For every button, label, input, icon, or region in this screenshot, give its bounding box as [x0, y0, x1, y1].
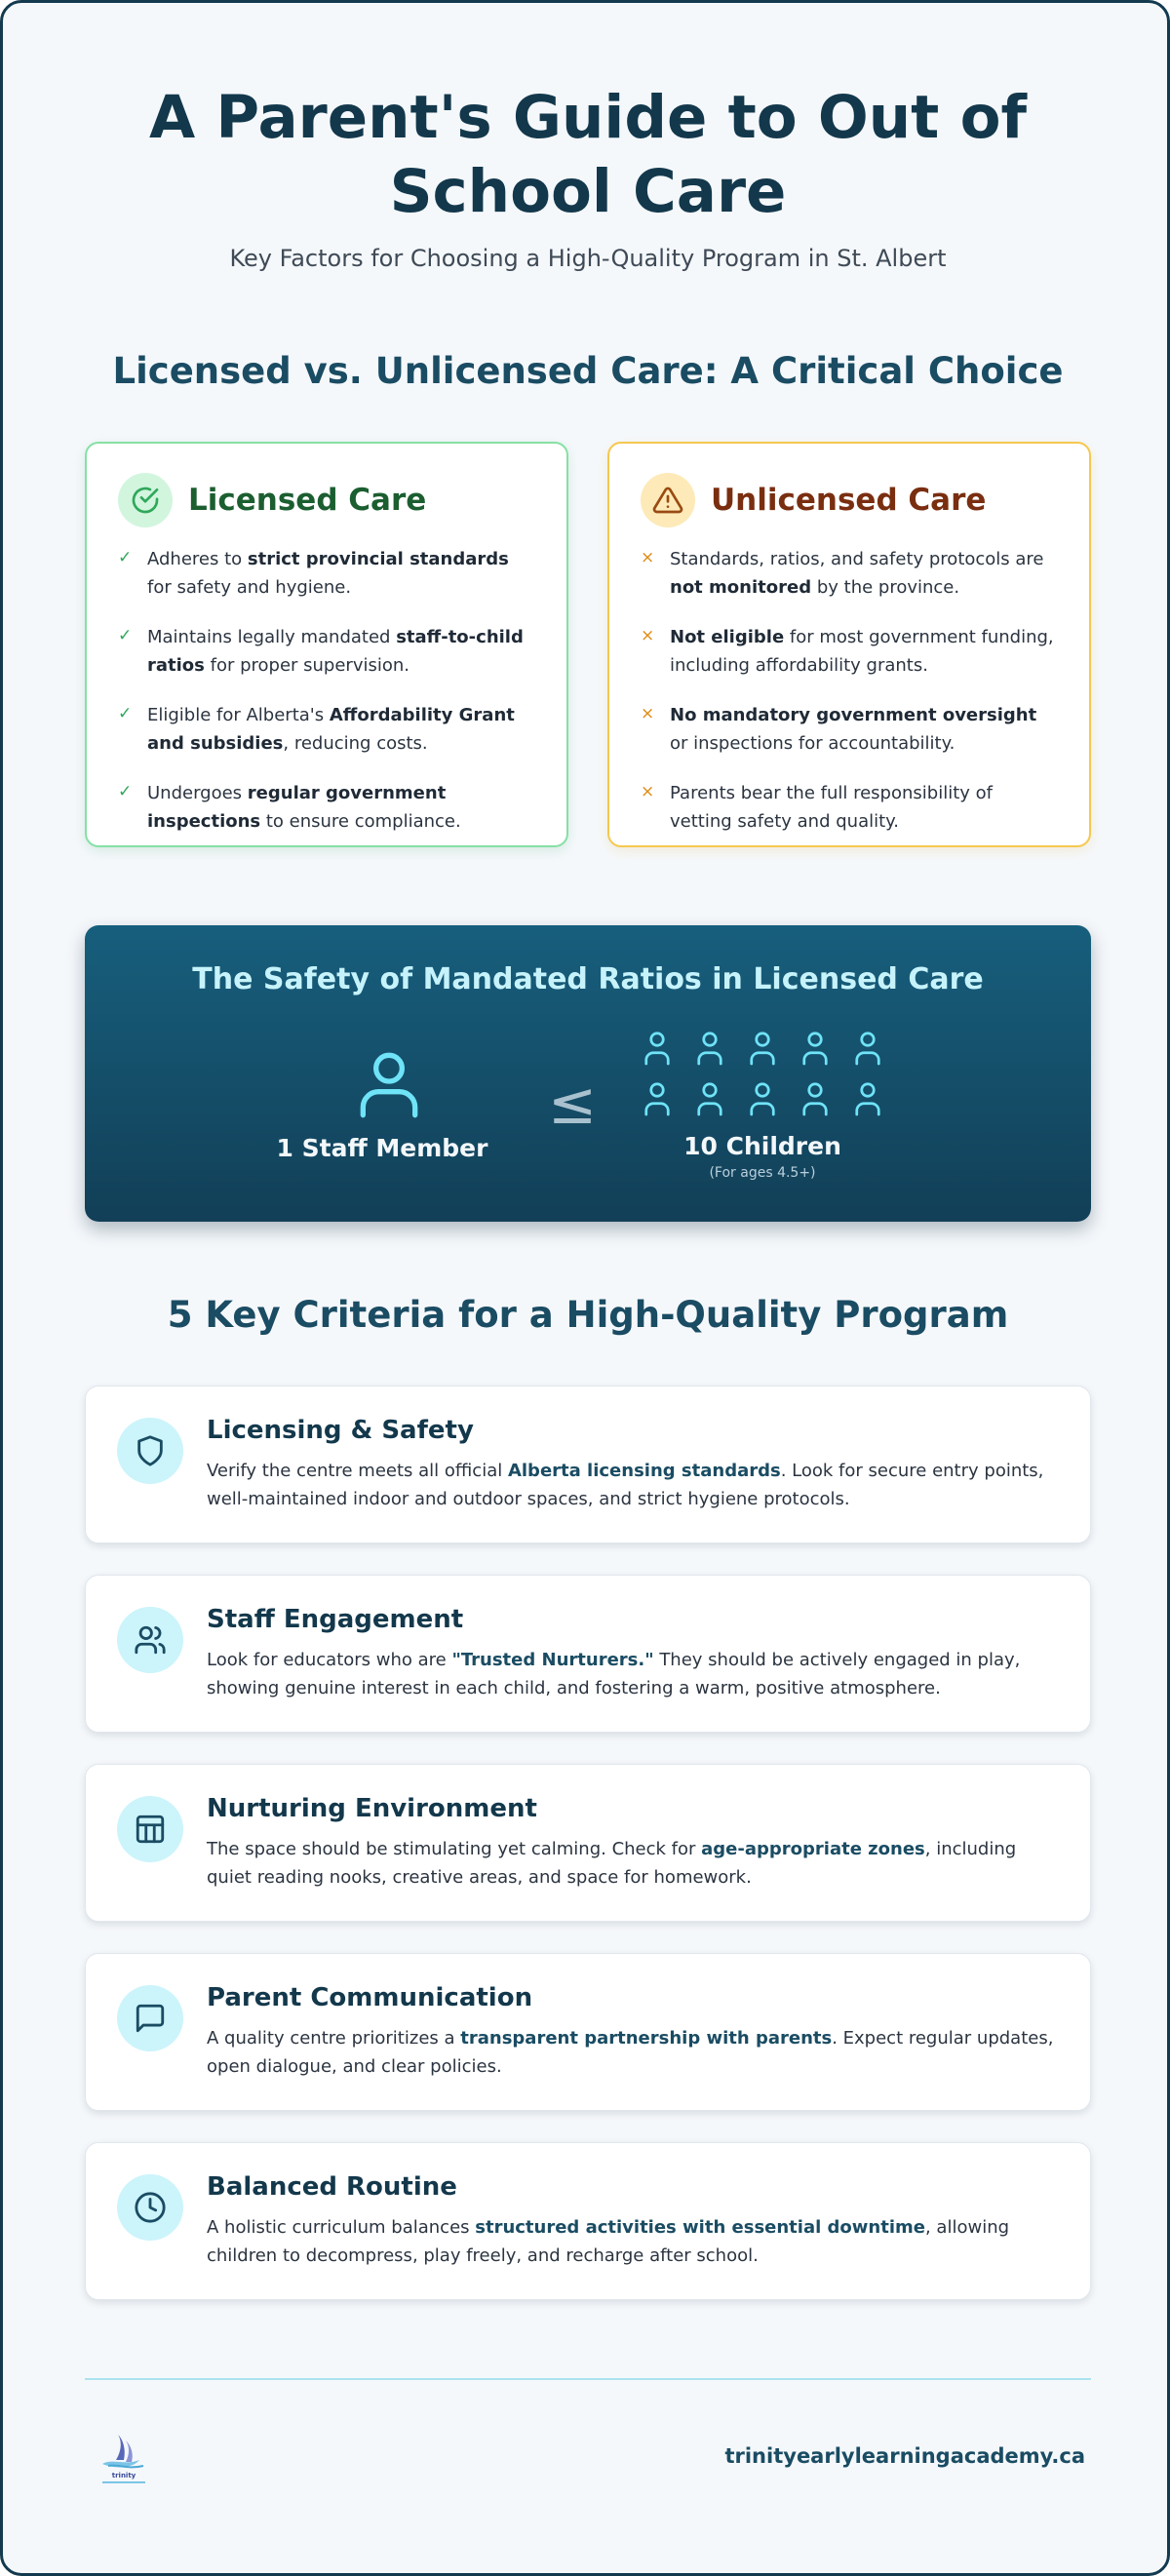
text-segment: Verify the centre meets all official — [207, 1461, 508, 1481]
criterion-card — [85, 1386, 1091, 1543]
text-segment: Eligible for Alberta's — [147, 705, 330, 725]
list-item-text — [670, 545, 1058, 602]
emphasis-text: No mandatory government oversight — [670, 705, 1037, 725]
text-segment: Look for educators who are — [207, 1650, 452, 1670]
emphasis-text: strict provincial standards — [247, 549, 509, 569]
check-icon: ✓ — [118, 548, 133, 567]
footer-divider — [85, 2378, 1091, 2380]
unlicensed-care-title: Unlicensed Care — [711, 483, 987, 518]
text-segment: , including quiet reading nooks, creative areas, and space for homework. — [207, 1839, 1017, 1888]
criterion-title: Staff Engagement — [207, 1605, 464, 1634]
licensed-care-list — [118, 545, 535, 836]
criterion-description — [207, 1646, 1065, 1702]
shield-icon — [117, 1418, 183, 1484]
comparison-section-title: Licensed vs. Unlicensed Care: A Critical Choice — [112, 350, 1064, 392]
list-item-text — [147, 779, 535, 836]
clock-icon — [117, 2174, 183, 2241]
chat-bubble-icon — [117, 1985, 183, 2051]
criterion-title: Nurturing Environment — [207, 1794, 537, 1823]
emphasis-text: "Trusted Nurturers." — [451, 1650, 654, 1670]
emphasis-text: Alberta licensing standards — [507, 1461, 781, 1481]
text-segment: for safety and hygiene. — [147, 577, 352, 598]
text-segment: A holistic curriculum balances — [207, 2217, 476, 2238]
emphasis-text: Not eligible — [670, 627, 785, 647]
child-icon — [683, 1031, 736, 1081]
layout-icon — [117, 1796, 183, 1862]
criterion-card — [85, 1575, 1091, 1733]
text-segment: A quality centre prioritizes a — [207, 2028, 461, 2049]
check-icon: ✓ — [118, 626, 133, 645]
warning-triangle-icon — [641, 473, 695, 527]
staff-member-icon — [358, 1050, 420, 1124]
list-item-text — [147, 623, 535, 680]
emphasis-text: transparent partnership with parents — [460, 2028, 833, 2049]
list-item-text — [670, 623, 1058, 680]
text-segment: for proper supervision. — [204, 655, 410, 676]
text-segment: Undergoes — [147, 783, 248, 803]
text-segment: Standards, ratios, and safety protocols are — [670, 549, 1044, 569]
criterion-card — [85, 2142, 1091, 2300]
check-icon: ✓ — [118, 704, 133, 723]
licensed-care-header — [118, 473, 535, 527]
list-item — [641, 545, 1058, 602]
children-icon-grid — [631, 1031, 894, 1132]
text-segment: The space should be stimulating yet calming. Check for — [207, 1839, 702, 1859]
child-icon — [683, 1081, 736, 1132]
child-icon — [736, 1031, 789, 1081]
criterion-card — [85, 1764, 1091, 1922]
emphasis-text: not monitored — [670, 577, 812, 598]
criterion-card — [85, 1953, 1091, 2111]
criterion-title: Balanced Routine — [207, 2172, 457, 2202]
list-item — [641, 623, 1058, 680]
page-subtitle: Key Factors for Choosing a High-Quality Program in St. Albert — [229, 245, 947, 272]
list-item — [641, 779, 1058, 836]
check-icon: ✓ — [118, 782, 133, 801]
child-icon — [631, 1031, 683, 1081]
child-icon — [789, 1081, 841, 1132]
text-segment: by the province. — [811, 577, 960, 598]
text-segment: , allowing children to decompress, play freely, and recharge after school. — [207, 2217, 1010, 2266]
licensed-care-title: Licensed Care — [188, 483, 427, 518]
list-item-text — [147, 545, 535, 602]
ratio-banner — [85, 925, 1091, 1222]
child-icon — [736, 1081, 789, 1132]
text-segment: . Expect regular updates, open dialogue, and clear policies. — [207, 2028, 1054, 2077]
criterion-title: Parent Communication — [207, 1983, 533, 2012]
emphasis-text: structured activities with essential downtime — [475, 2217, 925, 2238]
unlicensed-care-header — [641, 473, 1058, 527]
ratio-operator: ≤ — [547, 1070, 598, 1138]
unlicensed-care-card — [607, 442, 1091, 847]
text-segment: Adheres to — [147, 549, 248, 569]
child-icon — [789, 1031, 841, 1081]
emphasis-text: regular government inspections — [147, 783, 447, 832]
website-link[interactable]: trinityearlylearningacademy.ca — [724, 2444, 1085, 2468]
text-segment: or inspections for accountability. — [670, 733, 956, 754]
ratio-banner-title: The Safety of Mandated Ratios in Licensed Care — [192, 962, 984, 996]
list-item — [118, 701, 535, 758]
criterion-description — [207, 1835, 1065, 1892]
text-segment: They should be actively engaged in play, showing genuine interest in each child, and fostering a warm, positive atmosphere. — [207, 1650, 1021, 1698]
list-item — [118, 779, 535, 836]
text-segment: for most government funding, including affordability grants. — [670, 627, 1054, 676]
emphasis-text: staff-to-child ratios — [147, 627, 524, 676]
cross-icon: × — [641, 626, 655, 645]
emphasis-text: Affordability Grant and subsidies — [147, 705, 515, 754]
child-icon — [841, 1081, 894, 1132]
list-item-text — [670, 701, 1058, 758]
criteria-section-title: 5 Key Criteria for a High-Quality Program — [167, 1294, 1009, 1336]
cross-icon: × — [641, 782, 655, 801]
criterion-description — [207, 2024, 1065, 2081]
criterion-title: Licensing & Safety — [207, 1416, 474, 1445]
licensed-care-card — [85, 442, 568, 847]
logo-wordmark: trinity — [111, 2472, 136, 2479]
text-segment: to ensure compliance. — [260, 811, 461, 832]
children-age-note: (For ages 4.5+) — [709, 1165, 816, 1181]
page-title: A Parent's Guide to Out of School Care — [148, 83, 1028, 226]
cross-icon: × — [641, 548, 655, 567]
text-segment: . Look for secure entry points, well-maintained indoor and outdoor spaces, and strict hygiene protocols. — [207, 1461, 1044, 1509]
list-item — [641, 701, 1058, 758]
users-icon — [117, 1607, 183, 1673]
emphasis-text: age-appropriate zones — [701, 1839, 925, 1859]
child-icon — [631, 1081, 683, 1132]
check-circle-icon — [118, 473, 173, 527]
children-label: 10 Children — [683, 1132, 841, 1160]
criterion-description — [207, 1457, 1065, 1513]
child-icon — [841, 1031, 894, 1081]
text-segment: , reducing costs. — [283, 733, 428, 754]
criterion-description — [207, 2213, 1065, 2270]
list-item-text — [670, 779, 1058, 836]
list-item — [118, 623, 535, 680]
text-segment: Maintains legally mandated — [147, 627, 397, 647]
list-item — [118, 545, 535, 602]
cross-icon: × — [641, 704, 655, 723]
text-segment: Parents bear the full responsibility of vetting safety and quality. — [670, 783, 993, 832]
list-item-text — [147, 701, 535, 758]
academy-logo — [93, 2427, 155, 2489]
staff-member-label: 1 Staff Member — [276, 1134, 488, 1162]
unlicensed-care-list — [641, 545, 1058, 836]
